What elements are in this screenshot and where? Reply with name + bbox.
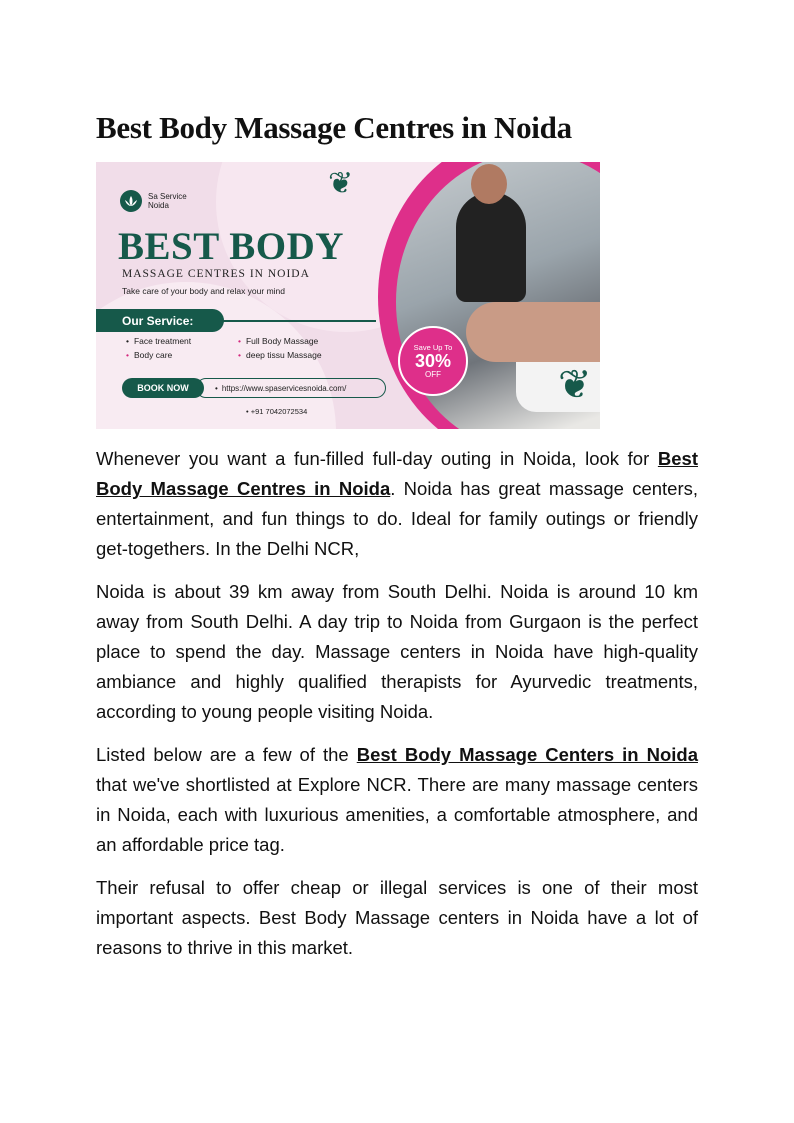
link-best-body-massage-centers[interactable]: Best Body Massage Centers in Noida	[356, 744, 698, 765]
link-best-body-massage-centres[interactable]: Best Body Massage Centres in Noida	[96, 448, 698, 499]
lotus-icon	[120, 190, 142, 212]
brand-name: Sa Service	[148, 192, 187, 201]
leaf-decoration-icon: ❦	[328, 167, 354, 200]
website-url[interactable]: • https://www.spaservicesnoida.com/	[196, 378, 386, 398]
service-item: • deep tissu Massage	[238, 350, 322, 360]
paragraph-shortlist: Listed below are a few of the Best Body Massage Centers in Noida that we've shortlisted at Explore NCR. There are many massage centers in Noida, each with luxurious amenities, a comfortable atmosphere, and an affordable price tag.	[96, 744, 698, 855]
services-list	[126, 336, 191, 364]
services-list	[238, 336, 322, 364]
paragraph-services: Their refusal to offer cheap or illegal services is one of their most important aspects. Best Body Massage centers in Noida have a lot of reasons to thrive in this market.	[96, 877, 698, 958]
service-item: • Full Body Massage	[238, 336, 322, 346]
service-item: • Body care	[126, 350, 191, 360]
promo-banner	[96, 162, 600, 429]
page-title: Best Body Massage Centres in Noida	[96, 110, 572, 145]
discount-badge: Save Up To 30% OFF	[398, 326, 468, 396]
banner-brand	[120, 190, 187, 212]
brand-location: Noida	[148, 201, 169, 210]
paragraph-intro: Whenever you want a fun-filled full-day outing in Noida, look for Best Body Massage Centres in Noida. Noida has great massage centers, entertainment, and fun things to do. Ideal for family outings or friendly get-togethers. In the Delhi NCR,	[96, 448, 698, 559]
banner-tagline: Take care of your body and relax your mind	[122, 286, 286, 296]
banner-subheadline: MASSAGE CENTRES IN NOIDA	[122, 268, 310, 280]
banner-headline: BEST BODY	[118, 225, 344, 268]
service-item: • Face treatment	[126, 336, 191, 346]
service-heading: Our Service:	[96, 309, 224, 332]
paragraph-distance: Noida is about 39 km away from South Delhi. Noida is around 10 km away from South Delhi. A day trip to Noida from Gurgaon is the perfect place to spend the day. Massage centers in Noida have high-quality ambiance and highly qualified therapists for Ayurvedic treatments, according to young people visiting Noida.	[96, 581, 698, 722]
leaf-decoration-icon: ❦	[558, 363, 592, 407]
phone-number: • +91 7042072534	[246, 407, 308, 416]
book-now-button[interactable]: BOOK NOW	[122, 378, 204, 398]
